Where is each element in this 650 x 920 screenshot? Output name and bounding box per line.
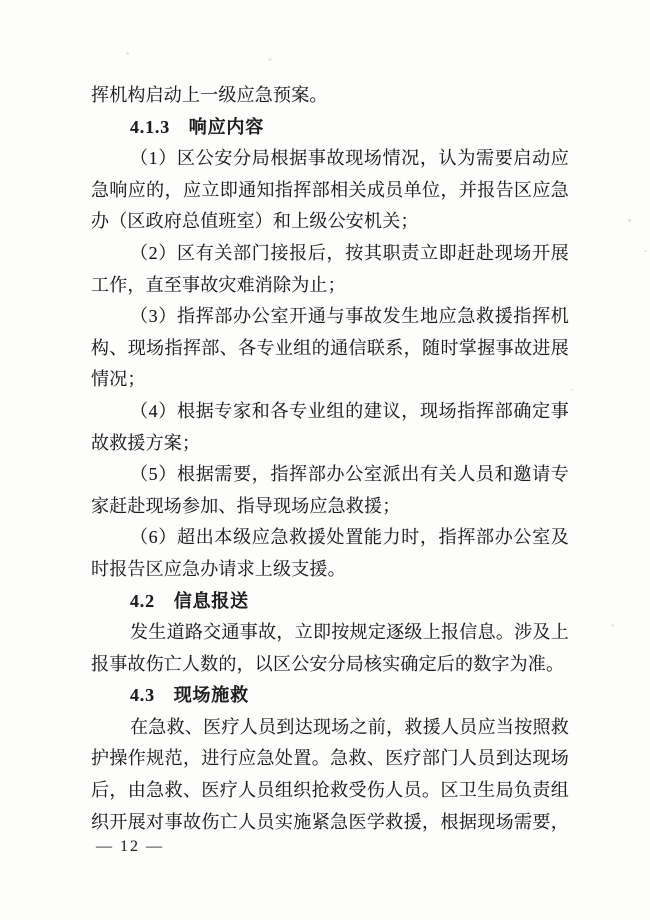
- text-line: 急响应的，应立即通知指挥部相关成员单位，并报告区应急: [91, 179, 569, 200]
- text-line: 挥机构启动上一级应急预案。: [91, 85, 328, 105]
- text-line: （5）根据需要，指挥部办公室派出有关人员和邀请专: [130, 464, 569, 485]
- text-line: （1）区公安分局根据事故现场情况，认为需要启动应: [130, 148, 569, 169]
- text-line: 构、现场指挥部、各专业组的通信联系，随时掌握事故进展: [91, 337, 569, 358]
- page-number: — 12 —: [96, 838, 164, 855]
- text-line: 办（区政府总值班室）和上级公安机关；: [91, 211, 419, 232]
- text-line: 工作，直至事故灾难消除为止；: [91, 274, 346, 295]
- text-line: 织开展对事故伤亡人员实施紧急医学救援，根据现场需要，: [91, 811, 569, 832]
- text-line: 时报告区应急办请求上级支援。: [91, 558, 346, 579]
- text-line: 发生道路交通事故，立即按规定逐级上报信息。涉及上: [130, 622, 569, 643]
- text-line: 故救援方案；: [91, 432, 201, 453]
- text-line: 护操作规范，进行应急处置。急救、医疗部门人员到达现场: [91, 748, 569, 769]
- text-line: 家赶赴现场参加、指导现场应急救援；: [91, 495, 401, 516]
- scan-speck: [571, 389, 574, 391]
- text-line: 后，由急救、医疗人员组织抢救受伤人员。区卫生局负责组: [91, 780, 569, 801]
- text-line: 情况；: [91, 369, 146, 390]
- text-block: [91, 80, 569, 838]
- text-line: （2）区有关部门接报后，按其职责立即赶赴现场开展: [130, 242, 569, 263]
- section-heading: 4.1.3 响应内容: [130, 116, 264, 137]
- section-heading: 4.3 现场施救: [130, 685, 249, 706]
- scan-speck: [644, 250, 647, 252]
- text-line: 在急救、医疗人员到达现场之前，救援人员应当按照救: [130, 716, 569, 737]
- scan-speck: [611, 624, 614, 627]
- text-line: 报事故伤亡人数的，以区公安分局核实确定后的数字为准。: [91, 653, 565, 674]
- scan-speck: [126, 52, 129, 55]
- text-line: （6）超出本级应急救援处置能力时，指挥部办公室及: [130, 527, 569, 548]
- text-line: （3）指挥部办公室开通与事故发生地应急救援指挥机: [130, 306, 569, 327]
- scan-speck: [628, 219, 631, 222]
- section-heading: 4.2 信息报送: [130, 590, 249, 611]
- scan-speck: [268, 58, 272, 61]
- text-line: （4）根据专家和各专业组的建议，现场指挥部确定事: [130, 400, 569, 421]
